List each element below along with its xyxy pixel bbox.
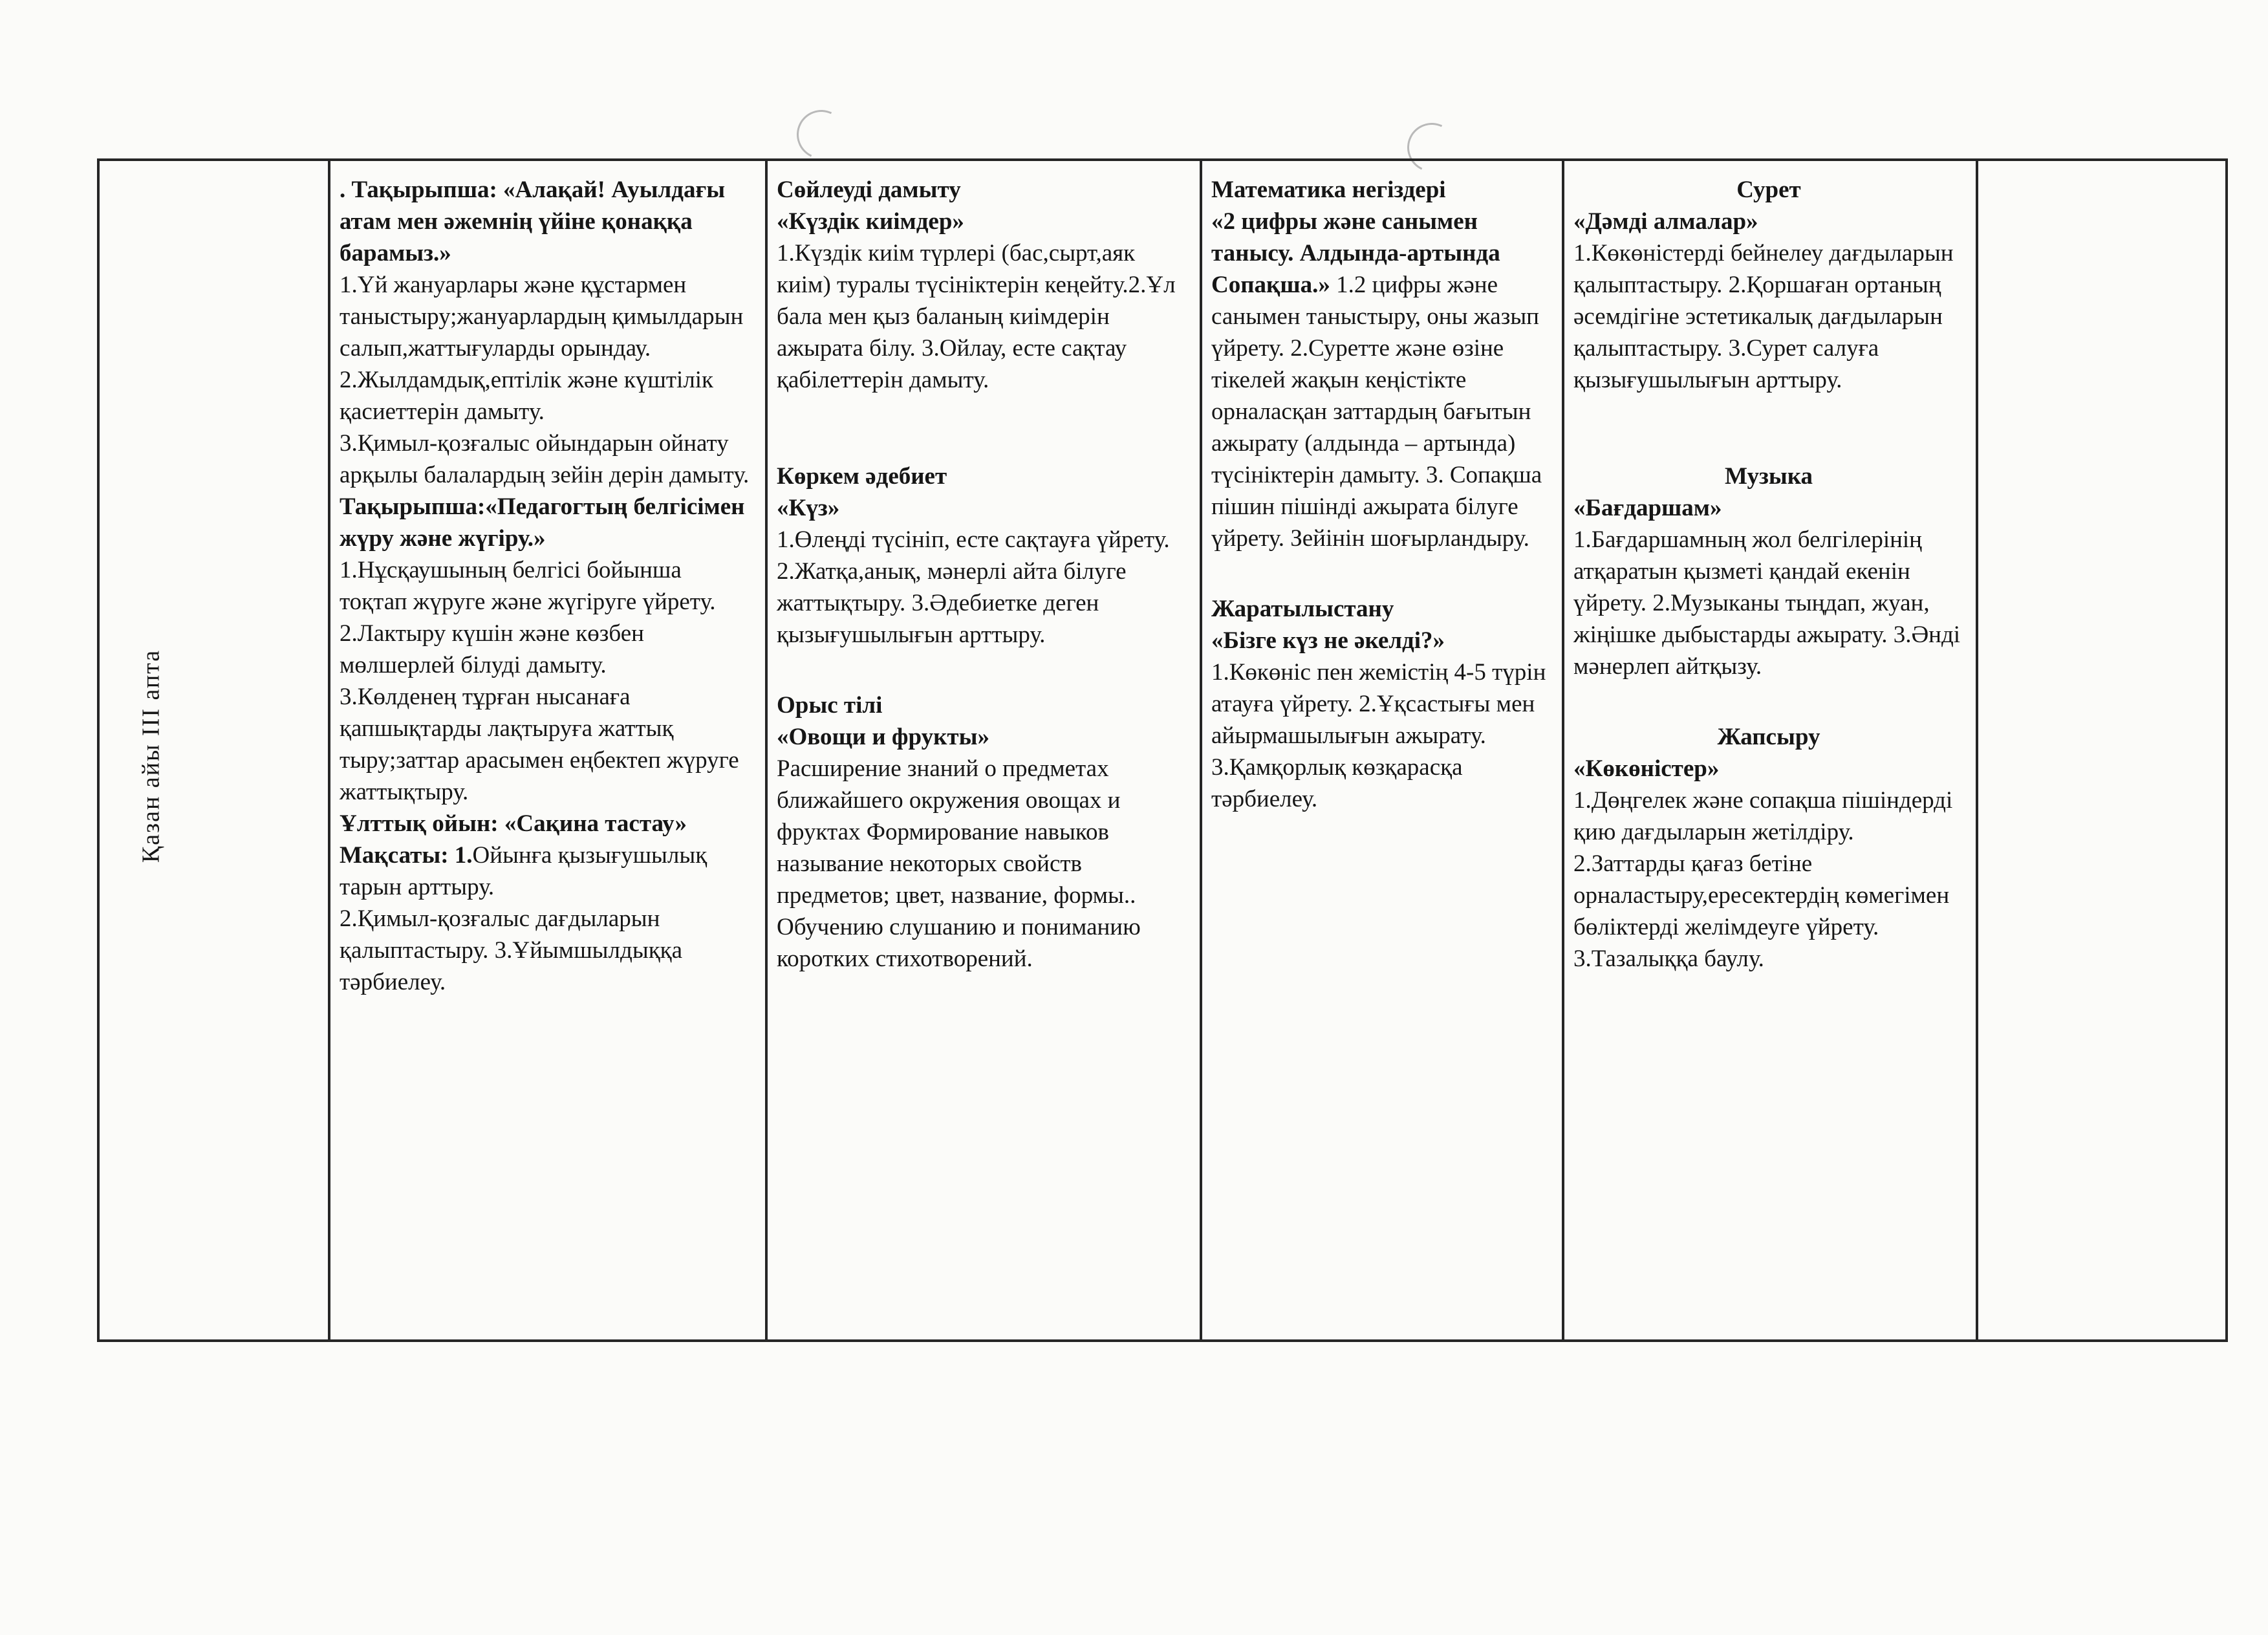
pe-topic-2-item: 3.Көлденең тұрған нысанаға қапшықтарды лақтыруға жаттық тыру;заттар арасымен еңбектеп жүруге жаттықтыру. xyxy=(340,684,739,805)
section-title: «Овощи и фрукты» xyxy=(777,724,989,750)
arts-column xyxy=(1562,161,1976,1339)
section-text: 1.Өлеңді түсініп, есте сақтауға үйрету. 2.Жатқа,анық, мәнерлі айта білуге жаттықтыру. 3.Әдебиетке деген қызығушылығын арттыру. xyxy=(777,526,1170,648)
section-title: «Дәмді алмалар» xyxy=(1573,208,1758,235)
section-text: 1.Көкөністерді бейнелеу дағдыларын қалыптастыру. 2.Қоршаған ортаның әсемдігіне эстетикалық дағдыларын қалыптастыру. 3.Сурет салуға қызығушылығын арттыру. xyxy=(1573,240,1954,393)
scan-artifact xyxy=(790,103,852,166)
pe-topic-1 xyxy=(340,174,753,491)
drawing-section xyxy=(1573,174,1964,396)
pe-topic-1-item: 3.Қимыл-қозғалыс ойындарын ойнату арқылы балалардың зейін дерін дамыту. xyxy=(340,430,750,488)
pe-topic-1-title: . Тақырыпша: «Алақай! Ауылдағы атам мен әжемнің үйіне қонаққа барамыз.» xyxy=(340,177,726,266)
russian-language-section xyxy=(777,689,1188,975)
section-subject: Жаратылыстану xyxy=(1211,596,1394,622)
section-subject: Сурет xyxy=(1736,177,1801,203)
week-column xyxy=(100,161,328,1339)
goal-text: Ойынға қызығушылық тарын арттыру. xyxy=(340,842,707,900)
nature-section xyxy=(1211,593,1550,815)
section-subject: Сөйлеуді дамыту xyxy=(777,177,961,203)
pe-topic-1-item: 2.Жылдамдық,ептілік және күштілік қасиеттерін дамыту. xyxy=(340,367,714,425)
national-game-title: Ұлттық ойын: «Сақина тастау» xyxy=(340,810,687,837)
section-subject: Орыс тілі xyxy=(777,692,883,719)
section-text: 1.Күздік киім түрлері (бас,сырт,аяк киім) туралы түсініктерін кеңейту.2.Ұл бала мен қыз баланың киімдерін ажырата білу. 3.Ойлау, есте сақтау қабілеттерін дамыту. xyxy=(777,240,1176,393)
section-title: «Бағдаршам» xyxy=(1573,495,1722,521)
applique-section xyxy=(1573,721,1964,975)
section-text: 1.Дөңгелек және сопақша пішіндерді қию дағдыларын жетілдіру. 2.Заттарды қағаз бетіне орналастыру,ересектердің көмегімен бөліктерді желімдеуге үйрету. 3.Тазалыққа баулу. xyxy=(1573,787,1953,972)
goal-label: Мақсаты: 1. xyxy=(340,842,473,869)
section-subject: Музыка xyxy=(1725,463,1813,490)
physical-education-column xyxy=(328,161,765,1339)
section-text: 1.Көкөніс пен жемістің 4-5 түрін атауға үйрету. 2.Ұқсастығы мен айырмашылығын ажырату. 3.Қамқорлық көзқарасқа тәрбиелеу. xyxy=(1211,659,1546,812)
section-subject: Көркем әдебиет xyxy=(777,463,947,490)
empty-column xyxy=(1976,161,2225,1339)
section-title: «2 цифры және санымен танысу. Алдында-артында Сопақша.» xyxy=(1211,208,1500,298)
literature-section xyxy=(777,460,1188,651)
pe-topic-2-title: Тақырыпша:«Педагогтың белгісімен жүру және жүгіру.» xyxy=(340,493,745,552)
section-subject: Математика негіздері xyxy=(1211,177,1446,203)
section-subject: Жапсыру xyxy=(1717,724,1820,750)
math-nature-column xyxy=(1200,161,1562,1339)
language-literature-column xyxy=(765,161,1200,1339)
music-section xyxy=(1573,460,1964,682)
national-game xyxy=(340,808,753,998)
section-title: «Күз» xyxy=(777,495,840,521)
national-game-item: 2.Қимыл-қозғалыс дағдыларын қалыптастыру. 3.Ұйымшылдыққа тәрбиелеу. xyxy=(340,905,683,995)
pe-topic-1-item: 1.Үй жануарлары және құстармен таныстыру;жануарлардың қимылдарын салып,жаттығуларды орындау. xyxy=(340,272,744,362)
section-title: «Бізге күз не әкелді?» xyxy=(1211,627,1445,654)
section-text: 1.2 цифры және санымен таныстыру, оны жазып үйрету. 2.Суретте және өзіне тікелей жақын кеңістікте орналасқан заттардың бағытын ажырату (алдында – артында) түсініктерін дамыту. 3. Сопақша пішин пішінді ажырата білуге үйрету. Зейінін шоғырландыру. xyxy=(1211,272,1542,552)
national-game-goal xyxy=(340,839,753,903)
lesson-plan-table xyxy=(97,158,2228,1342)
section-title: «Көкөністер» xyxy=(1573,755,1720,782)
week-label: Қазан айы ІІІ апта xyxy=(137,649,165,863)
pe-topic-2-item: 2.Лактыру күшін және көзбен мөлшерлей білуді дамыту. xyxy=(340,620,644,678)
section-text: Расширение знаний о предметах ближайшего окружения овощах и фруктах Формирование навыков называние некоторых свойств предметов; цвет, название, формы.. Обучению слушанию и пониманию коротких стихотворений. xyxy=(777,755,1141,972)
section-title: «Күздік киімдер» xyxy=(777,208,964,235)
speech-development-section xyxy=(777,174,1188,396)
section-text: 1.Бағдаршамның жол белгілерінің атқаратын қызметі қандай екенін үйрету. 2.Музыканы тыңдап, жуан, жіңішке дыбыстарды ажырату. 3.Әнді мәнерлеп айтқызу. xyxy=(1573,526,1961,680)
pe-topic-2-item: 1.Нұсқаушының белгісі бойынша тоқтап жүруге және жүгіруге үйрету. xyxy=(340,557,716,615)
pe-topic-2 xyxy=(340,491,753,808)
math-section xyxy=(1211,174,1550,554)
